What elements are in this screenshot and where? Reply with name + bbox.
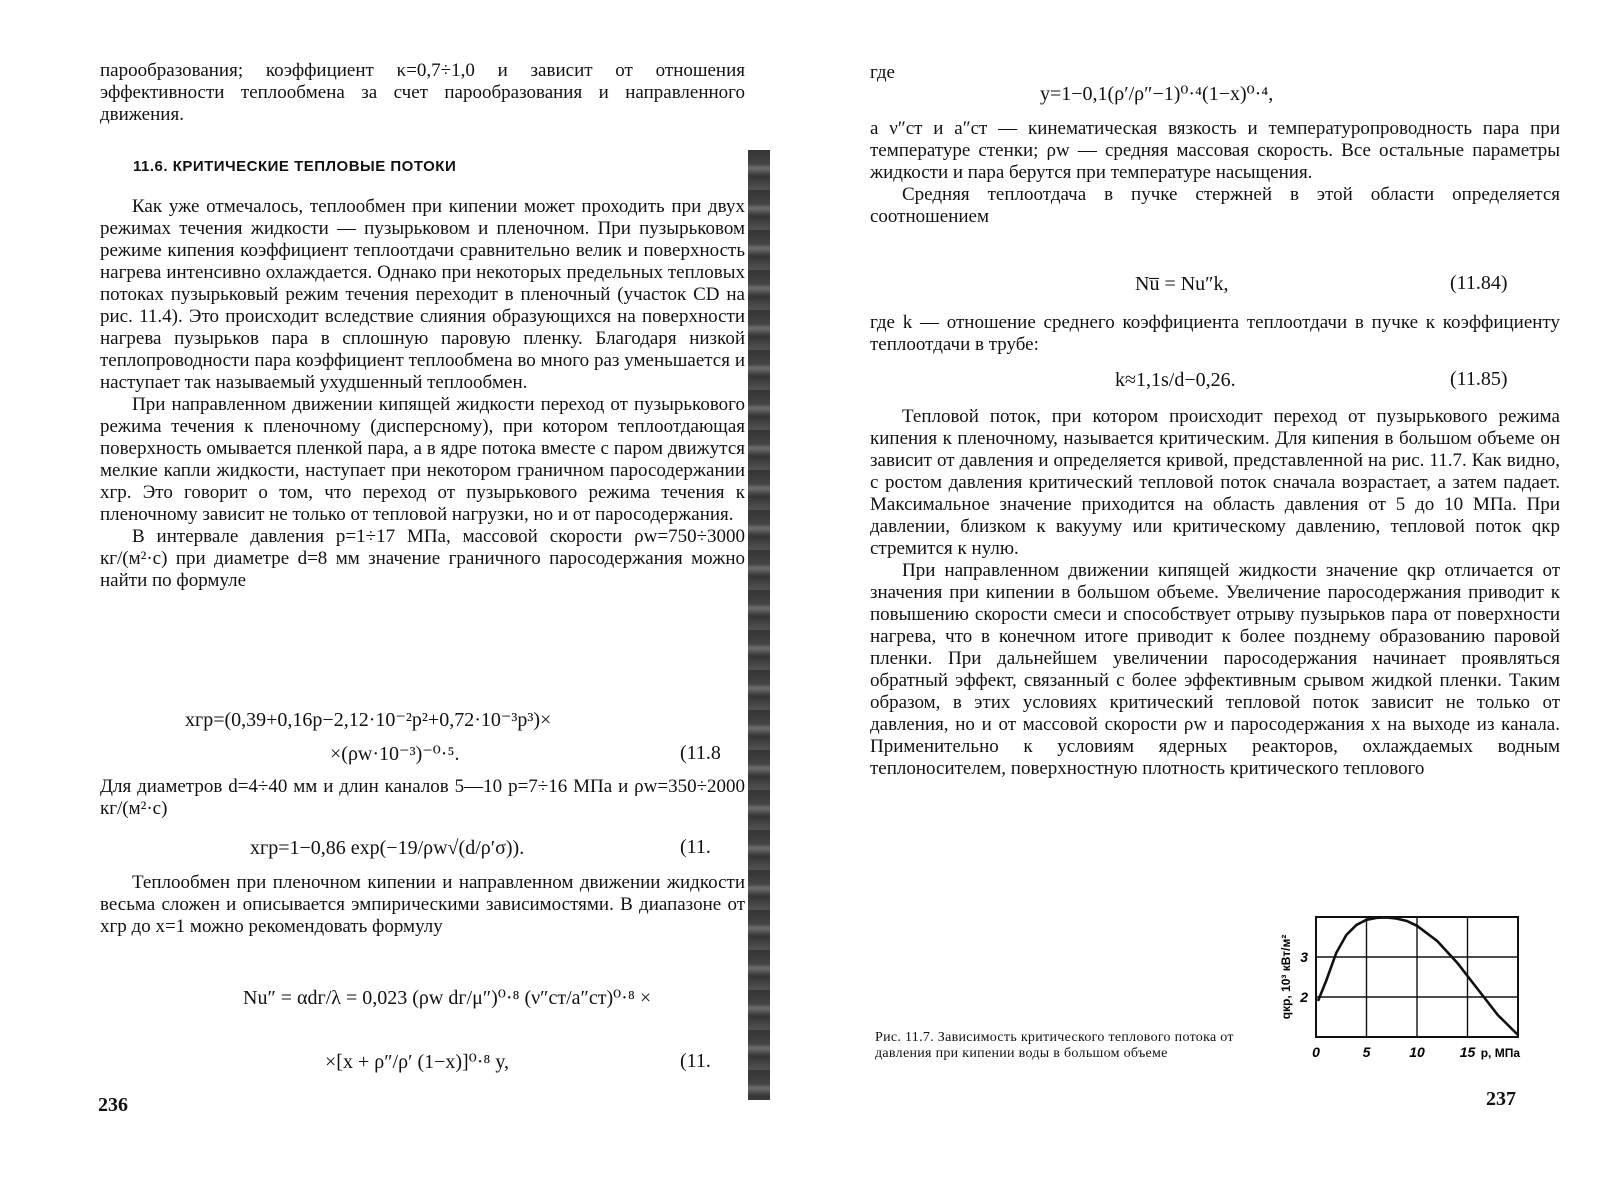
y-tick-label: 3	[1300, 949, 1308, 965]
x-tick-label: 0	[1312, 1044, 1320, 1060]
right-body-text	[870, 118, 1560, 228]
paragraph: Тепловой поток, при котором происходит переход от пузырькового режима кипения к пленочному, называется критическим. Для кипения в большом объеме он зависит от давления и определяется кривой, представленной на рис. 11.7. Как видно, с ростом давления критический тепловой поток сначала возрастает, а затем падает. Максимальное значение приходится на область давления от 5 до 10 МПа. При давлении, близком к вакууму или критическому давлению, тепловой поток qкр стремится к нулю.	[870, 406, 1560, 559]
binding-shadow	[748, 150, 770, 1100]
x-tick-label: 10	[1409, 1044, 1425, 1060]
y-tick-label: 2	[1300, 989, 1308, 1005]
formula-nusselt-a: Nu″ = αdг/λ = 0,023 (ρw dг/μ″)⁰·⁸ (ν″ст/a″ст)⁰·⁸ ×	[243, 987, 652, 1009]
x-tick-label: 5	[1362, 1044, 1371, 1060]
page-number: 236	[98, 1094, 128, 1116]
left-body-text-3	[100, 872, 745, 938]
right-body-text-3	[870, 406, 1560, 780]
paragraph: В интервале давления p=1÷17 МПа, массовой скорости ρw=750÷3000 кг/(м²·с) при диаметре d=8 мм значение граничного паросодержания можно найти по формуле	[100, 526, 745, 591]
formula-xgr-exp: xгр=1−0,86 exp(−19/ρw√(d/ρ′σ)).	[250, 837, 525, 859]
formula-k: k≈1,1s/d−0,26.	[1115, 369, 1236, 391]
page-number: 237	[1486, 1088, 1516, 1110]
paragraph: При направленном движении кипящей жидкости значение qкр отличается от значения при кипении в большом объеме. Увеличение паросодержания приводит к повышению скорости смеси и способствует отрыву пузырьков пара от поверхности нагрева, что в конечном итоге приводит к более позднему образованию паровой пленки. При дальнейшем увеличении паросодержания начинает проявляться обратный эффект, связанный с более эффективным срывом жидкой пленки. Таким образом, в этих условиях критический тепловой поток зависит не только от давления, но и от массовой скорости ρw и паросодержания x на выходе из канала. Применительно к условиям ядерных реакторов, охлаждаемых водным теплоносителем, поверхностную плотность критического теплового	[870, 560, 1560, 779]
equation-number: (11.	[680, 836, 711, 858]
equation-number: (11.	[680, 1050, 711, 1072]
right-page	[790, 0, 1600, 1188]
formula-xgr-a: xгр=(0,39+0,16p−2,12·10⁻²p²+0,72·10⁻³p³)×	[185, 709, 552, 731]
formula-xgr-b: ×(ρw·10⁻³)⁻⁰·⁵.	[330, 743, 460, 765]
paragraph: а ν″ст и a″ст — кинематическая вязкость и температуропроводность пара при температуре стенки; ρw — средняя массовая скорость. Все остальные параметры жидкости и пара берутся при температуре насыщения.	[870, 118, 1560, 183]
section-heading: 11.6. КРИТИЧЕСКИЕ ТЕПЛОВЫЕ ПОТОКИ	[133, 158, 457, 175]
x-tick-label: 15	[1459, 1044, 1476, 1060]
formula-nusselt-b: ×[x + ρ″/ρ′ (1−x)]⁰·⁸ y,	[325, 1051, 510, 1073]
equation-number: (11.84)	[1450, 272, 1508, 294]
left-page	[0, 0, 790, 1188]
figure-caption: Рис. 11.7. Зависимость критического теплового потока от давления при кипении воды в большом объеме	[875, 1030, 1234, 1061]
formula-y: y=1−0,1(ρ′/ρ″−1)⁰·⁴(1−x)⁰·⁴,	[1040, 83, 1274, 105]
paragraph: При направленном движении кипящей жидкости переход от пузырькового режима течения к пленочному (дисперсному), при котором теплоотдающая поверхность омывается пленкой пара, а в ядре потока вместе с паром движутся мелкие капли жидкости, наступает при некотором граничном паросодержании xгр. Это говорит о том, что переход от пузырькового режима течения к пленочному зависит не только от тепловой нагрузки, но и от паросодержания.	[100, 394, 745, 525]
equation-number: (11.8	[680, 742, 721, 764]
paragraph: Для диаметров d=4÷40 мм и длин каналов 5—10 p=7÷16 МПа и ρw=350÷2000 кг/(м²·с)	[100, 776, 745, 819]
paragraph: где k — отношение среднего коэффициента теплоотдачи в пучке к коэффициенту теплоотдачи в трубе:	[870, 312, 1560, 355]
paragraph: Средняя теплоотдача в пучке стержней в этой области определяется соотношением	[870, 184, 1560, 227]
formula-nu-mean: Nu̅ = Nu″k,	[1135, 273, 1229, 295]
left-intro-paragraph: парообразования; коэффициент κ=0,7÷1,0 и зависит от отношения эффективности теплообмена за счет парообразования и направленного движения.	[100, 60, 745, 125]
left-body-text-2	[100, 776, 745, 820]
where-label: где	[870, 62, 895, 83]
equation-number: (11.85)	[1450, 368, 1508, 390]
critical-heat-flux-chart	[1270, 905, 1530, 1075]
paragraph: Как уже отмечалось, теплообмен при кипении может проходить при двух режимах течения жидкости — пузырьковом и пленочном. При пузырьковом режиме кипения коэффициент теплоотдачи сравнительно велик и поверхность нагрева интенсивно охлаждается. Однако при некоторых предельных тепловых потоках пузырьковый режим течения переходит в пленочный (участок CD на рис. 11.4). Это происходит вследствие слияния образующихся на поверхности нагрева пузырьков пара в сплошную паровую пленку. Благодаря низкой теплопроводности пара коэффициент теплообмена во много раз уменьшается и наступает так называемый ухудшенный теплообмен.	[100, 196, 745, 393]
critical-heat-flux-curve	[1318, 917, 1518, 1035]
y-axis-label: qкр, 10³ кВт/м²	[1279, 934, 1293, 1020]
paragraph: Теплообмен при пленочном кипении и направленном движении жидкости весьма сложен и описывается эмпирическими зависимостями. В диапазоне от xгр до x=1 можно рекомендовать формулу	[100, 872, 745, 937]
left-body-text	[100, 196, 745, 592]
right-body-text-2	[870, 312, 1560, 356]
x-axis-label: p, МПа	[1480, 1046, 1520, 1060]
